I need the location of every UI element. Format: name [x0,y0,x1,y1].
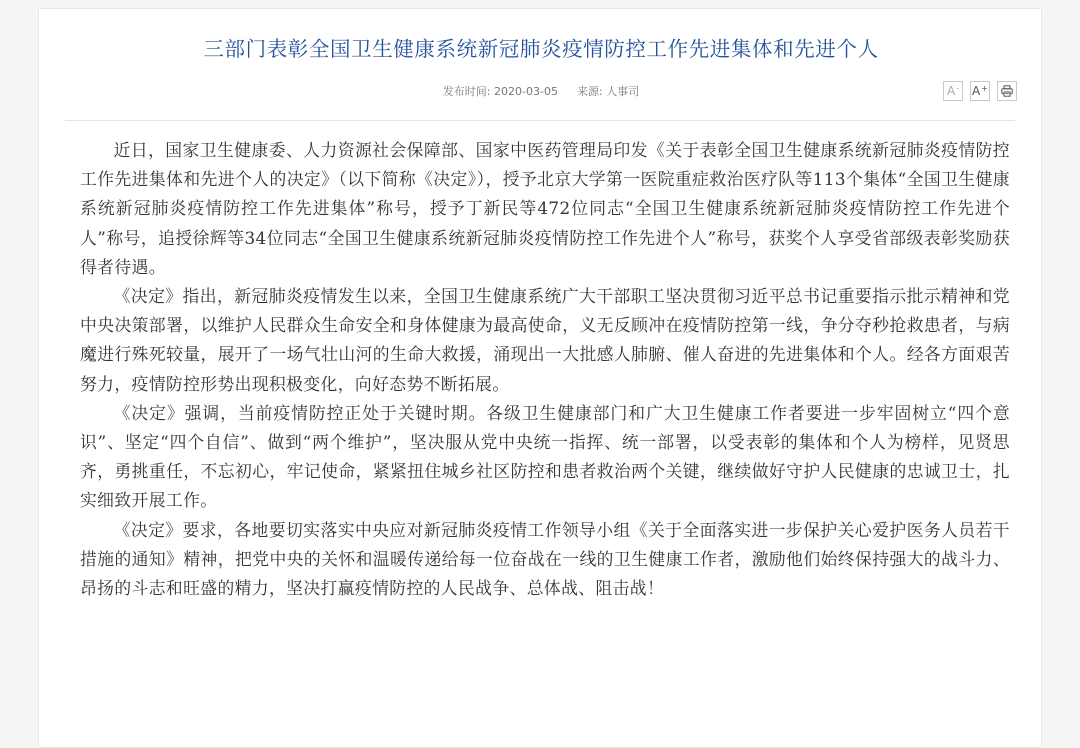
source-label: 来源: [576,85,603,98]
article-paragraph: 《决定》强调，当前疫情防控正处于关键时期。各级卫生健康部门和广大卫生健康工作者要进一步牢固树立“四个意识”、坚定“四个自信”、做到“两个维护”，坚决服从党中央统一指挥、统一部署，以受表彰的集体和个人为榜样，见贤思齐，勇挑重任，不忘初心，牢记使命，紧紧扭住城乡社区防控和患者救治两个关键，继续做好守护人民健康的忠诚卫士，扎实细致开展工作。 [80,402,1010,511]
article-body [80,136,1010,603]
font-larger-icon: A [972,84,981,98]
article-page [38,8,1042,748]
source-value: 人事司 [606,85,640,98]
font-smaller-icon: A [946,84,956,98]
article-paragraph: 《决定》要求，各地要切实落实中央应对新冠肺炎疫情工作领导小组《关于全面落实进一步保护关心爱护医务人员若干措施的通知》精神，把党中央的关怀和温暖传递给每一位奋战在一线的卫生健康工作者，激励他们始终保持强大的战斗力、昂扬的斗志和旺盛的精力，坚决打赢疫情防控的人民战争、总体战、阻击战！ [80,519,1010,599]
font-larger-button[interactable]: A + [970,81,990,101]
print-button[interactable] [997,81,1017,101]
article-title: 三部门表彰全国卫生健康系统新冠肺炎疫情防控工作先进集体和先进个人 [203,37,879,61]
article-meta [39,84,1043,100]
article-paragraph: 近日，国家卫生健康委、人力资源社会保障部、国家中医药管理局印发《关于表彰全国卫生健康系统新冠肺炎疫情防控工作先进集体和先进个人的决定》（以下简称《决定》），授予北京大学第一医院重症救治医疗队等113个集体“全国卫生健康系统新冠肺炎疫情防控工作先进集体”称号，授予丁新民等472位同志“全国卫生健康系统新冠肺炎疫情防控工作先进个人”称号，追授徐辉等34位同志“全国卫生健康系统新冠肺炎疫情防控工作先进个人”称号，获奖个人享受省部级表彰奖励获得者待遇。 [80,140,1010,277]
article-tools [943,81,1017,101]
printer-icon [1001,85,1013,97]
header-divider [65,120,1015,121]
article-paragraph: 《决定》指出，新冠肺炎疫情发生以来，全国卫生健康系统广大干部职工坚决贯彻习近平总书记重要指示批示精神和党中央决策部署，以维护人民群众生命安全和身体健康为最高使命，义无反顾冲在疫情防控第一线，争分夺秒抢救患者，与病魔进行殊死较量，展开了一场气壮山河的生命大救援，涌现出一大批感人肺腑、催人奋进的先进集体和个人。经各方面艰苦努力，疫情防控形势出现积极变化，向好态势不断拓展。 [80,286,1010,394]
published-label: 发布时间: [442,85,491,98]
font-smaller-button[interactable]: A - [943,81,963,101]
published-date: 2020-03-05 [494,85,558,98]
